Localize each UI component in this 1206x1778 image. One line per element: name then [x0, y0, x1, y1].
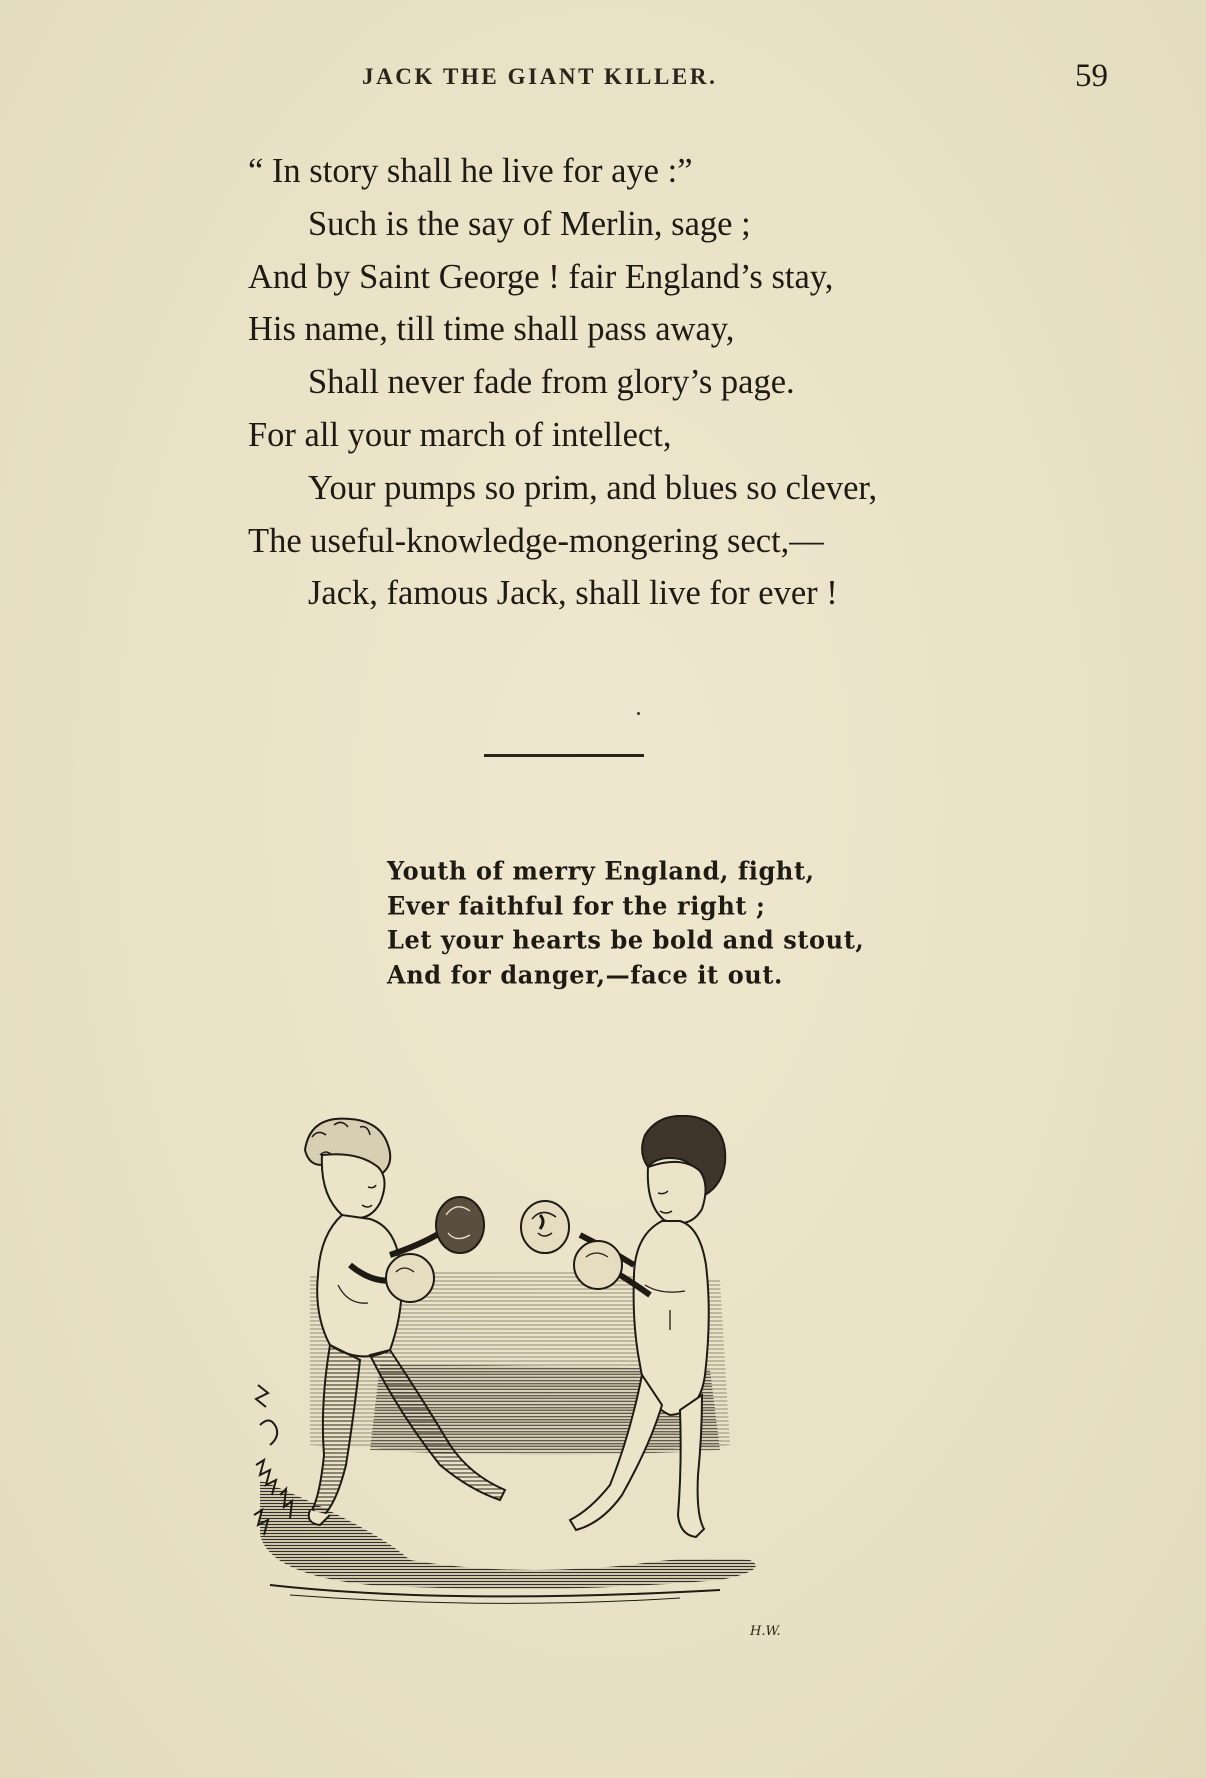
- blackletter-verse: [387, 854, 867, 992]
- poem-line: His name, till time shall pass away,: [248, 310, 735, 349]
- poem: [248, 145, 1068, 620]
- section-divider-rule: [484, 754, 644, 757]
- poem-line: For all your march of intellect,: [248, 415, 672, 454]
- poem-line: Your pumps so prim, and blues so clever,: [308, 468, 878, 507]
- verse-line: And for danger,—face it out.: [387, 958, 783, 990]
- verse-line: Ever faithful for the right ;: [387, 889, 766, 921]
- poem-line: And by Saint George ! fair England’s stay,: [248, 257, 834, 296]
- boxing-children-illustration: [250, 1115, 870, 1645]
- running-title: JACK THE GIANT KILLER.: [362, 64, 718, 89]
- poem-line: “ In story shall he live for aye :”: [248, 152, 693, 190]
- poem-line: Such is the say of Merlin, sage ;: [308, 204, 751, 243]
- engraving-svg: [250, 1115, 870, 1645]
- verse-line: Youth of merry England, fight,: [387, 855, 815, 886]
- poem-line: Shall never fade from glory’s page.: [308, 363, 795, 402]
- poem-line: Jack, famous Jack, shall live for ever !: [308, 574, 838, 613]
- page-number: 59: [1075, 58, 1108, 94]
- ink-speck: [637, 712, 640, 715]
- svg-text:H.W.: H.W.: [750, 1624, 781, 1639]
- artist-signature: [749, 1624, 781, 1639]
- poem-line: The useful-knowledge-mongering sect,—: [248, 521, 824, 560]
- running-head: [0, 58, 1206, 98]
- verse-line: Let your hearts be bold and stout,: [387, 924, 865, 955]
